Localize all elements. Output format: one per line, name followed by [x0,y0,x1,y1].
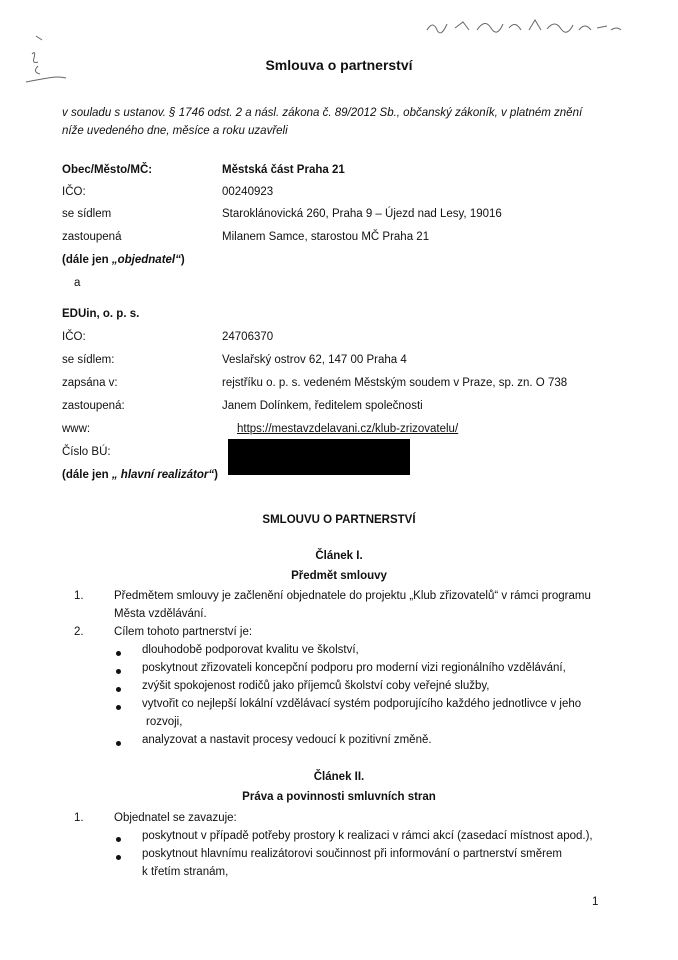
bullet-icon [116,669,121,674]
article1-bullet-5: analyzovat a nastavit procesy vedoucí k pozitivní změně. [142,734,432,746]
article1-item2-number: 2. [74,626,84,638]
bullet-icon [116,651,121,656]
intro-line-2: níže uvedeného dne, měsíce a roku uzavřeli [62,125,288,137]
party1-rep-label: zastoupená [62,231,122,243]
article1-item1-number: 1. [74,590,84,602]
party2-reg: rejstříku o. p. s. vedeném Městským soudem v Praze, sp. zn. O 738 [222,377,568,389]
party1-ico: 00240923 [222,186,274,198]
article2-title: Práva a povinnosti smluvních stran [242,791,436,803]
bullet-icon [116,741,121,746]
article1-number: Článek I. [315,550,363,562]
page-number: 1 [592,896,599,908]
party2-ico-label: IČO: [62,331,86,343]
party2-www-link[interactable]: https://mestavzdelavani.cz/klub-zrizovatelu/ [237,423,459,435]
party2-ico: 24706370 [222,331,274,343]
article2-number: Článek II. [313,771,365,783]
party2-alias: (dále jen „ hlavní realizátor“) [62,469,218,481]
bullet-icon [116,837,121,842]
article2-item1-text: Objednatel se zavazuje: [114,812,237,824]
handwritten-mark-top-right [425,14,625,38]
contract-heading: SMLOUVU O PARTNERSTVÍ [262,514,416,526]
party2-www-label: www: [62,423,91,435]
party1-alias: (dále jen „objednatel“) [62,254,185,266]
article1-bullet-2: poskytnout zřizovateli koncepční podporu pro moderní vizi regionálního vzdělávání, [142,662,566,674]
party1-seat-label: se sídlem [62,208,112,220]
party2-rep-label: zastoupená: [62,400,125,412]
redacted-account-number [228,439,410,475]
article1-bullet-4-continuation: rozvoji, [146,716,183,728]
and-word: a [74,277,81,289]
party2-account-label: Číslo BÚ: [62,446,111,458]
article2-bullet-2-line1: poskytnout hlavnímu realizátorovi součinnost při informování o partnerství směrem [142,848,562,860]
article1-item2-text: Cílem tohoto partnerství je: [114,626,253,638]
article2-bullet-2-line2: k třetím stranám, [142,866,229,878]
party2-seat-label: se sídlem: [62,354,115,366]
bullet-icon [116,855,121,860]
article1-item1-line2: Města vzdělávání. [114,608,207,620]
party2-rep: Janem Dolínkem, ředitelem společnosti [222,400,423,412]
bullet-icon [116,705,121,710]
document-title: Smlouva o partnerství [265,57,413,73]
article2-bullet-1: poskytnout v případě potřeby prostory k realizaci v rámci akcí (zasedací místnost apod.), [142,830,593,842]
bullet-icon [116,687,121,692]
article1-title: Předmět smlouvy [291,570,387,582]
party1-name: Městská část Praha 21 [222,164,345,176]
article1-bullet-3: zvýšit spokojenost rodičů jako příjemců školství coby veřejné služby, [142,680,490,692]
article1-bullet-1: dlouhodobě podporovat kvalitu ve školství, [142,644,359,656]
article2-item1-number: 1. [74,812,84,824]
party2-reg-label: zapsána v: [62,377,118,389]
party1-ico-label: IČO: [62,186,86,198]
party1-type-label: Obec/Město/MČ: [62,164,153,176]
party2-name: EDUin, o. p. s. [62,308,140,320]
article1-item1-line1: Předmětem smlouvy je začlenění objednatele do projektu „Klub zřizovatelů“ v rámci programu [114,590,591,602]
intro-line-1: v souladu s ustanov. § 1746 odst. 2 a násl. zákona č. 89/2012 Sb., občanský zákoník, v platném znění [62,107,583,119]
party1-rep: Milanem Samce, starostou MČ Praha 21 [222,231,430,243]
party1-seat: Staroklánovická 260, Praha 9 – Újezd nad Lesy, 19016 [222,208,502,220]
party2-seat: Veslařský ostrov 62, 147 00 Praha 4 [222,354,407,366]
article1-bullet-4: vytvořit co nejlepší lokální vzdělávací systém podporujícího každého jednotlivce v jeho [142,698,582,710]
